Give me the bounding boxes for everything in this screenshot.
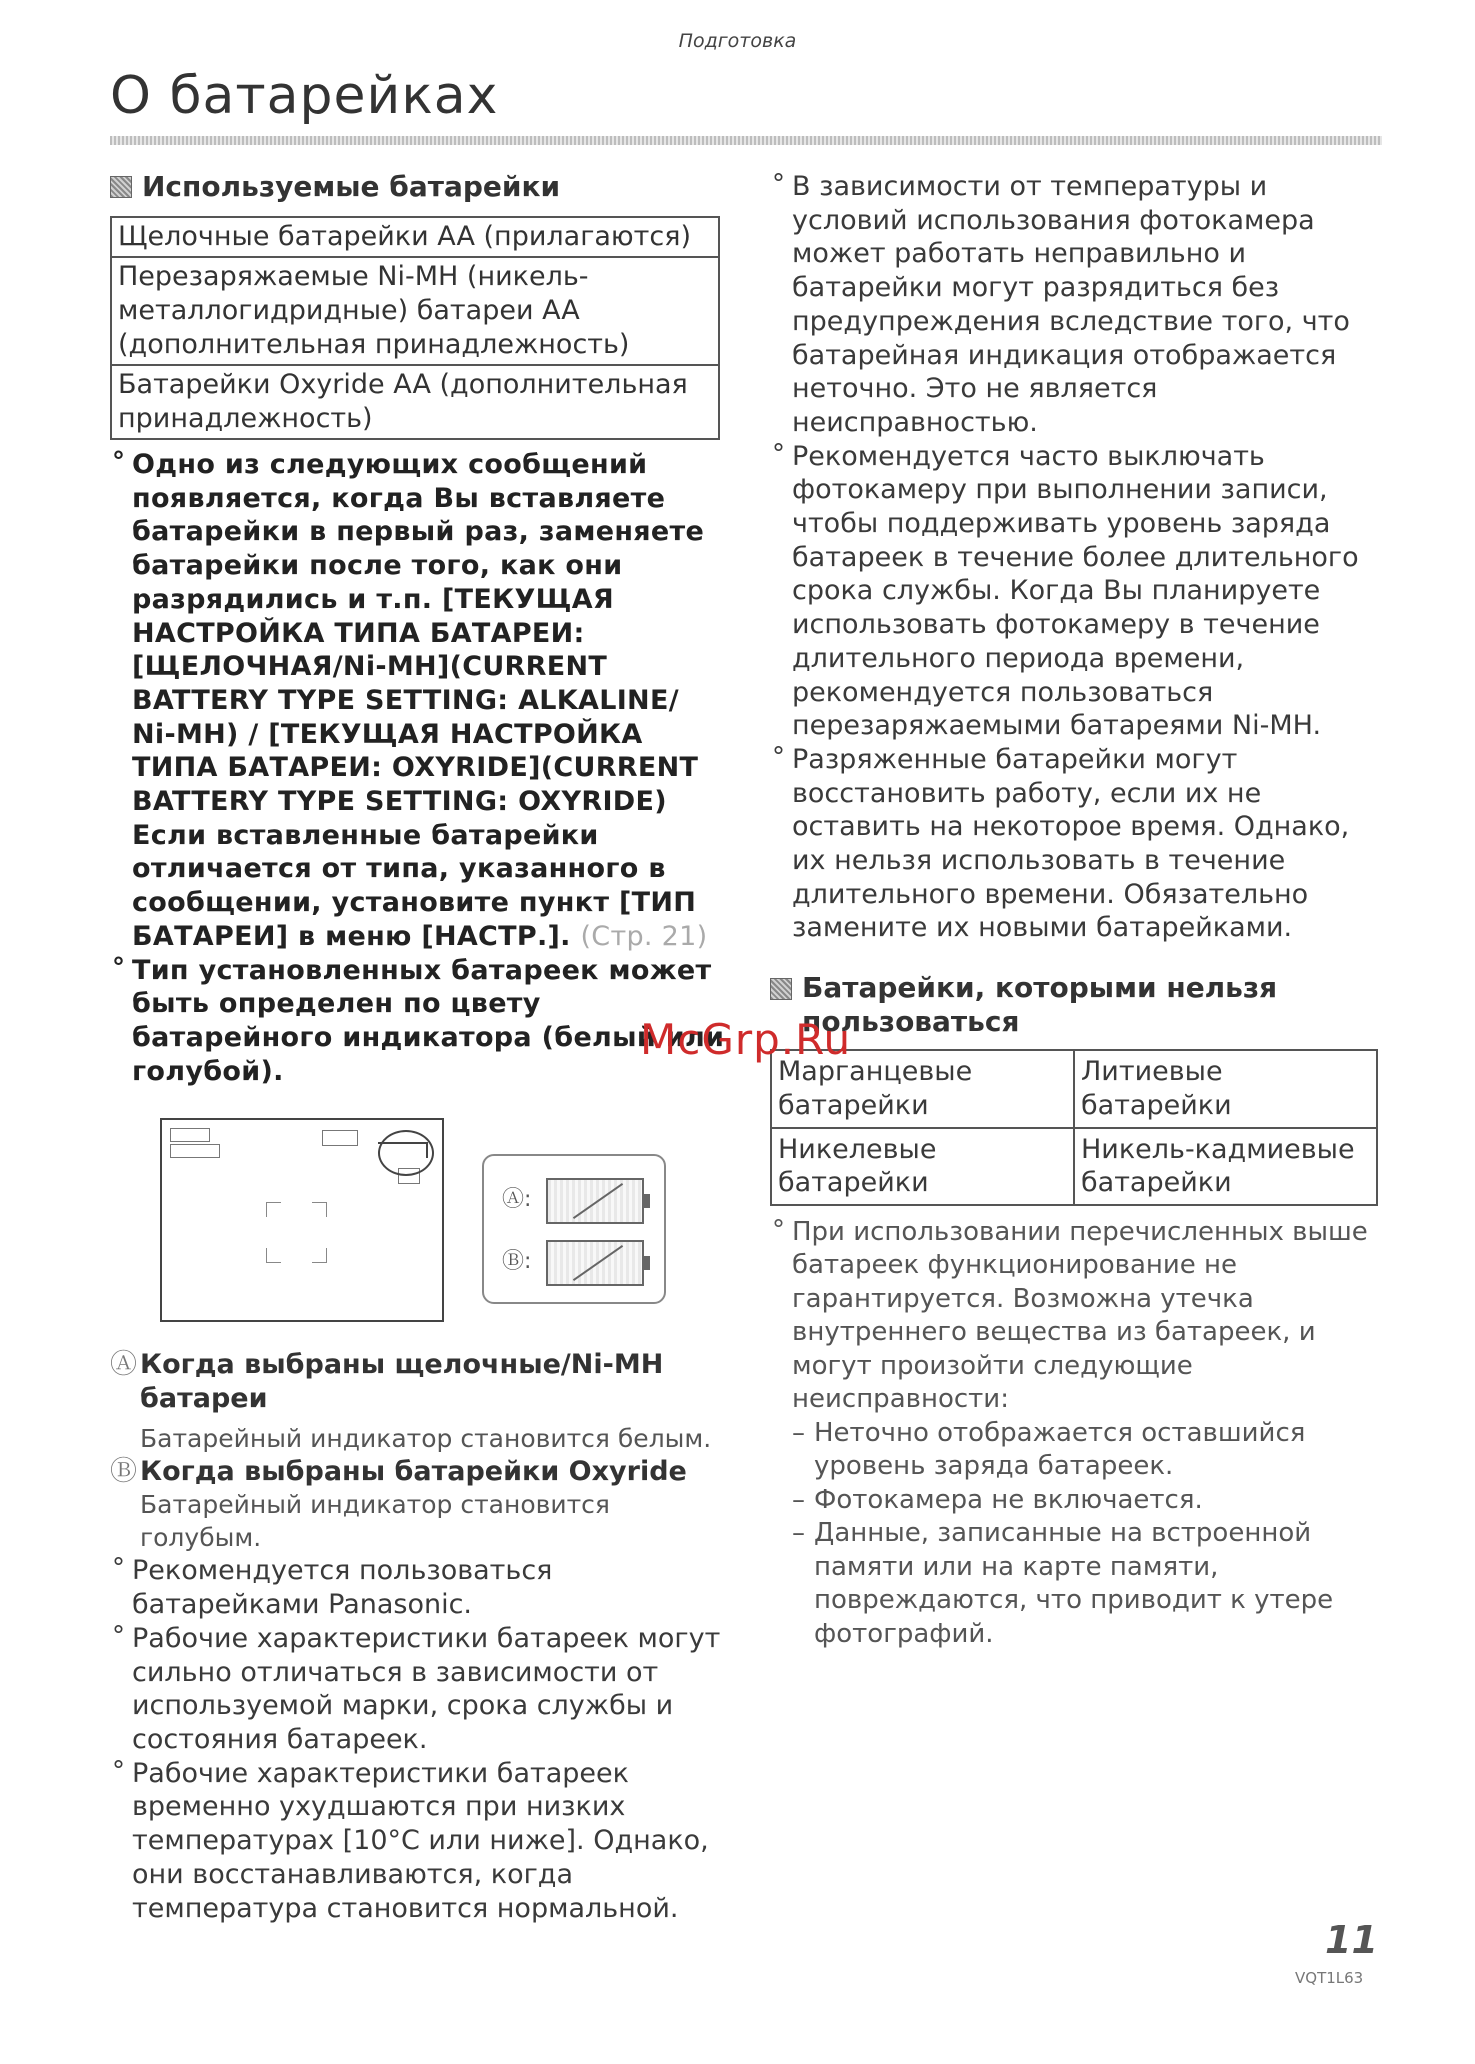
item-b-text: Батарейный индикатор становится голубым. [140, 1490, 610, 1553]
item-b: Ⓑ Когда выбраны батарейки Oxyride [110, 1455, 687, 1487]
screen-icon [170, 1128, 210, 1142]
focus-bracket [312, 1202, 327, 1217]
usable-batteries-table [110, 216, 720, 440]
page-number: 11 [1325, 1918, 1378, 1962]
square-bullet-icon [770, 978, 792, 1000]
watermark: McGrp.Ru [640, 1015, 852, 1064]
callout-line [426, 1142, 428, 1158]
bullet-unusable-warning: ° При использовании перечисленных выше батареек функционирование не гарантируется. Возможна утечка внутреннего вещества из батареек, и могут произойти следующие неисправности: [770, 1216, 1380, 1417]
bullet-characteristics: ° Рабочие характеристики батареек могут сильно отличаться в зависимости от используемой марки, срока службы и состояния батареек. [110, 1622, 730, 1757]
table-cell: Перезаряжаемые Ni-MH (никель-металлогидридные) батареи AA (дополнительная принадлежность) [111, 257, 719, 365]
unusable-batteries-table [770, 1049, 1378, 1206]
dash-item: – Фотокамера не включается. [770, 1484, 1380, 1518]
unusable-heading: Батарейки, которыми нельзя пользоваться [770, 971, 1380, 1039]
table-cell: Марганцевые батарейки [771, 1050, 1074, 1127]
table-cell: Никелевые батарейки [771, 1128, 1074, 1205]
page-title: О батарейках [110, 66, 499, 126]
focus-bracket [266, 1202, 281, 1217]
usable-heading: Используемые батарейки [110, 170, 730, 204]
table-cell: Щелочные батарейки AA (прилагаются) [111, 217, 719, 257]
section-header: Подготовка [678, 30, 797, 52]
screen-icon [322, 1130, 358, 1146]
item-a: Ⓐ Когда выбраны щелочные/Ni-MH батареи [110, 1349, 664, 1415]
battery-indicator-white-icon [546, 1178, 644, 1224]
table-cell: Литиевые батарейки [1074, 1050, 1377, 1127]
bullet-panasonic: ° Рекомендуется пользоваться батарейками Panasonic. [110, 1554, 730, 1621]
page-reference: (Стр. 21) [580, 920, 708, 952]
marker-b: Ⓑ [110, 1455, 137, 1487]
square-bullet-icon [110, 176, 132, 198]
document-code: VQT1L63 [1295, 1969, 1364, 1987]
battery-indicator-blue-icon [546, 1240, 644, 1286]
bullet-temperature-conditions: ° В зависимости от температуры и условий использования фотокамера может работать неправильно и батарейки могут разрядиться без предупреждения вследствие того, что батарейная индикация отображается неточно. Это не является неисправностью. [770, 170, 1380, 440]
title-rule [110, 136, 1382, 145]
bullet-low-temperature: ° Рабочие характеристики батареек временно ухудшаются при низких температурах [10°C или ниже]. Однако, они восстанавливаются, когда температура становится нормальной. [110, 1757, 730, 1926]
dash-item: – Неточно отображается оставшийся уровень заряда батареек. [770, 1417, 1380, 1484]
indicator-panel [482, 1154, 666, 1304]
bullet-discharged: ° Разряженные батарейки могут восстановить работу, если их не оставить на некоторое время. Однако, их нельзя использовать в течение длительного времени. Обязательно замените их новыми батарейками. [770, 743, 1380, 945]
bullet-switch-off: ° Рекомендуется часто выключать фотокамеру при выполнении записи, чтобы поддерживать уровень заряда батареек в течение более длительного срока службы. Когда Вы планируете использовать фотокамеру в течение длительного периода времени, рекомендуется пользоваться перезаряжаемыми батареями Ni-MH. [770, 440, 1380, 743]
callout-line [378, 1142, 426, 1144]
item-a-text: Батарейный индикатор становится белым. [140, 1423, 712, 1453]
table-cell: Никель-кадмиевые батарейки [1074, 1128, 1377, 1205]
left-column [110, 170, 730, 1925]
right-column [770, 170, 1380, 1651]
marker-a: Ⓐ [110, 1349, 137, 1381]
label-a: Ⓐ: [502, 1187, 532, 1213]
screen-icon [170, 1144, 220, 1158]
camera-screen-illustration [160, 1118, 444, 1322]
focus-bracket [266, 1248, 281, 1263]
dash-item: – Данные, записанные на встроенной памяти или на карте памяти, повреждаются, что приводит к утере фотографий. [770, 1517, 1380, 1651]
bullet-message-info: ° Одно из следующих сообщений появляется, когда Вы вставляете батарейки в первый раз, заменяете батарейки после того, как они разрядились и т.п. [ТЕКУЩАЯ НАСТРОЙКА ТИПА БАТАРЕИ: [ЩЕЛОЧНАЯ/Ni-MH](CURRENT BATTERY TYPE SETTING: ALKALINE/ Ni-MH) / [ТЕКУЩАЯ НАСТРОЙКА ТИПА БАТАРЕИ: OXYRIDE](CURRENT BATTERY TYPE SETTING: OXYRIDE) Если вставленные батарейки отличается от типа, указанного в сообщении, установите пункт [ТИП БАТАРЕИ] в меню [НАСТР.]. (Стр. 21) [110, 448, 730, 954]
battery-indicator-figure [110, 1118, 730, 1328]
bullet-type-indicator: ° Тип установленных батареек может быть определен по цвету батарейного индикатора (белый или голубой). [110, 954, 730, 1089]
focus-bracket [312, 1248, 327, 1263]
label-b: Ⓑ: [502, 1249, 532, 1275]
table-cell: Батарейки Oxyride AA (дополнительная принадлежность) [111, 365, 719, 439]
